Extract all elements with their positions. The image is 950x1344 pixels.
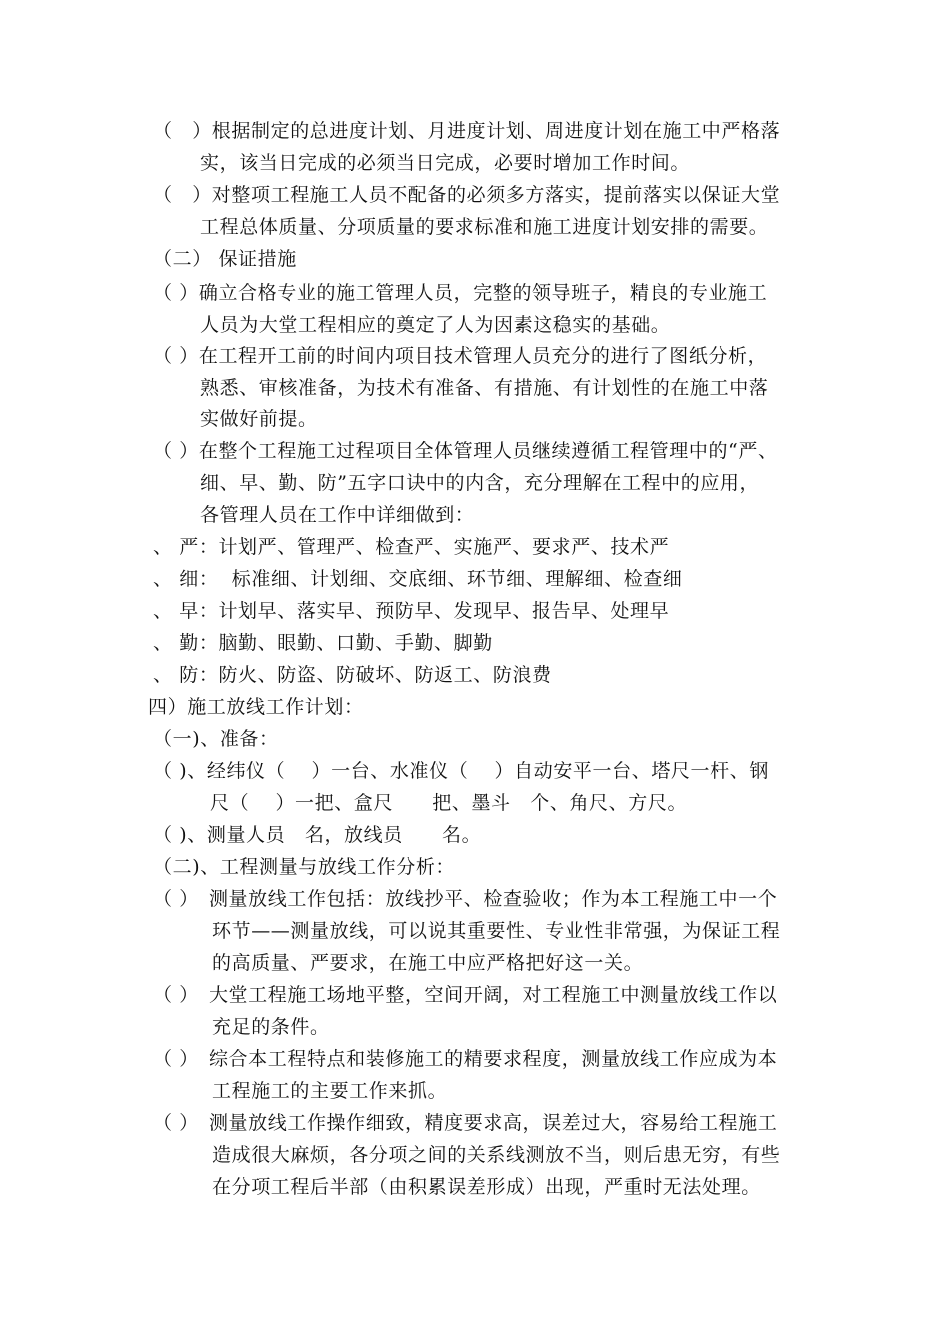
text-line: （ ） 测量放线工作包括：放线抄平、检查验收；作为本工程施工中一个: [153, 888, 778, 910]
text-line: 工程施工的主要工作来抓。: [212, 1080, 448, 1102]
text-line: 工程总体质量、分项质量的要求标准和施工进度计划安排的需要。: [200, 216, 769, 238]
text-line: （ ）根据制定的总进度计划、月进度计划、周进度计划在施工中严格落: [153, 120, 781, 142]
list-item: 、 防：防火、防盗、防破坏、防返工、防浪费: [153, 664, 552, 686]
text-line: 实做好前提。: [200, 408, 318, 430]
section-heading: （二)、工程测量与放线工作分析：: [153, 856, 456, 878]
text-line: 的高质量、严要求，在施工中应严格把好这一关。: [212, 952, 644, 974]
text-line: （ ） 测量放线工作操作细致，精度要求高，误差过大，容易给工程施工: [153, 1112, 778, 1134]
text-line: （ ）对整项工程施工人员不配备的必须多方落实，提前落实以保证大堂: [153, 184, 781, 206]
list-item: 、 早：计划早、落实早、预防早、发现早、报告早、处理早: [153, 600, 670, 622]
list-item: 、 严：计划严、管理严、检查严、实施严、要求严、技术严: [153, 536, 670, 558]
text-line: 充足的条件。: [212, 1016, 330, 1038]
text-line: （ )、测量人员 名，放线员 名。: [153, 824, 482, 846]
section-heading: （一)、准备：: [153, 728, 279, 750]
text-line: 细、早、勤、防”五字口诀中的内含，充分理解在工程中的应用，: [200, 472, 760, 494]
text-line: 环节——测量放线，可以说其重要性、专业性非常强，为保证工程: [212, 920, 781, 942]
section-heading: （二） 保证措施: [153, 248, 297, 270]
text-line: 尺（ ）一把、盒尺 把、墨斗 个、角尺、方尺。: [210, 792, 688, 814]
text-line: （ ） 大堂工程施工场地平整，空间开阔，对工程施工中测量放线工作以: [153, 984, 778, 1006]
text-line: 人员为大堂工程相应的奠定了人为因素这稳实的基础。: [200, 314, 671, 336]
text-line: （ )、经纬仪（ ）一台、水准仪（ ）自动安平一台、塔尺一杆、钢: [153, 760, 769, 782]
text-line: 在分项工程后半部（由积累误差形成）出现，严重时无法处理。: [212, 1176, 761, 1198]
text-line: （ ）确立合格专业的施工管理人员，完整的领导班子，精良的专业施工: [153, 282, 768, 304]
text-line: （ ） 综合本工程特点和装修施工的精要求程度，测量放线工作应成为本: [153, 1048, 778, 1070]
section-heading: 四）施工放线工作计划：: [148, 696, 364, 718]
text-line: 造成很大麻烦，各分项之间的关系线测放不当，则后患无穷，有些: [212, 1144, 781, 1166]
text-line: 实，该当日完成的必须当日完成，必要时增加工作时间。: [200, 152, 691, 174]
text-line: （ ）在工程开工前的时间内项目技术管理人员充分的进行了图纸分析，: [153, 345, 768, 367]
text-line: 熟悉、审核准备，为技术有准备、有措施、有计划性的在施工中落: [200, 377, 769, 399]
text-line: 各管理人员在工作中详细做到：: [200, 504, 475, 526]
list-item: 、 细： 标准细、计划细、交底细、环节细、理解细、检查细: [153, 568, 683, 590]
text-line: （ ）在整个工程施工过程项目全体管理人员继续遵循工程管理中的“严、: [153, 440, 778, 462]
list-item: 、 勤：脑勤、眼勤、口勤、手勤、脚勤: [153, 632, 493, 654]
